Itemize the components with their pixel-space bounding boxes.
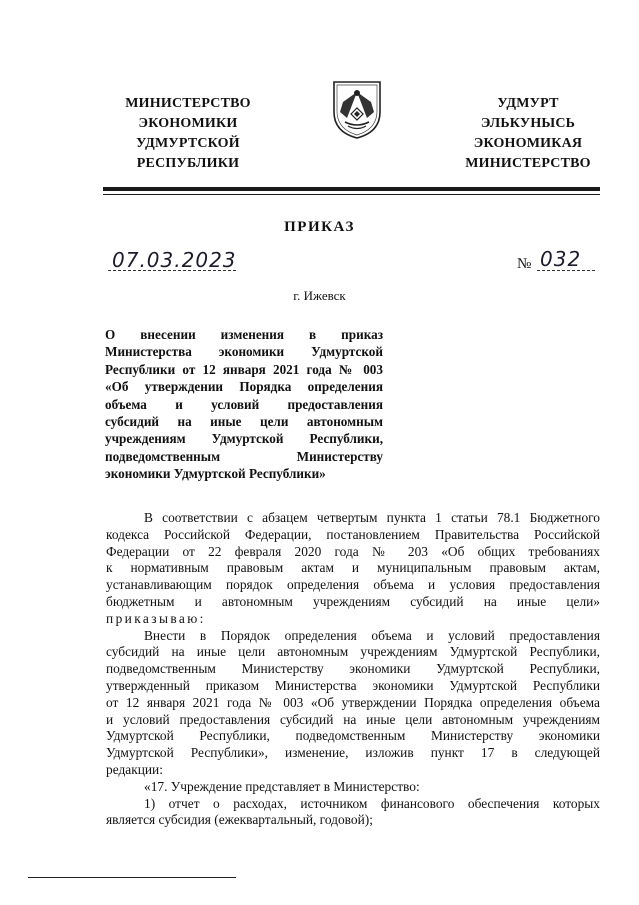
document-type-title: ПРИКАЗ: [284, 219, 355, 235]
ministry-name-line: МИНИСТЕРСТВО: [125, 96, 251, 111]
body-line: кодекса Российской Федерации, постановлением Правительства Российской: [106, 526, 600, 542]
order-directive: приказываю:: [106, 610, 206, 626]
order-subject: [105, 326, 383, 483]
subject-line: подведомственным Министерству: [105, 448, 383, 464]
ministry-name-line: ЭКОНОМИКИ: [138, 116, 238, 131]
body-line: Внести в Порядок определения объема и условий предоставления: [144, 627, 600, 643]
order-body: [106, 510, 600, 829]
body-line: 1) отчет о расходах, источником финансового обеспечения которых: [144, 795, 600, 811]
body-line: и условий предоставления субсидий на иные цели автономным учреждениям: [106, 711, 600, 727]
ministry-name-line: УДМУРТСКОЙ: [136, 136, 240, 151]
udmurt-coat-of-arms-icon: [330, 78, 384, 140]
subject-line: экономики Удмуртской Республики»: [105, 466, 326, 482]
body-line: Удмуртской Республики, подведомственным Министерству экономики: [106, 728, 600, 744]
subject-line: «Об утверждении Порядка определения: [105, 379, 383, 395]
ministry-name-line: ЭКОНОМИКАЯ: [473, 136, 583, 151]
ministry-name-line: ЭЛЬКУНЫСЬ: [480, 116, 576, 131]
body-line: утвержденный приказом Министерства экономики Удмуртской Республики: [106, 677, 600, 693]
date-underline: [108, 270, 236, 271]
ministry-name-line: УДМУРТ: [497, 96, 559, 111]
subject-line: объема и условий предоставления: [105, 396, 383, 412]
body-line: «17. Учреждение представляет в Министерство:: [144, 778, 420, 794]
body-line: от 12 января 2021 года № 003 «Об утверждении Порядка определения объема: [106, 694, 600, 710]
handwritten-date: 07.03.2023: [112, 248, 237, 272]
handwritten-order-number: 032: [540, 247, 582, 271]
body-line: устанавливающим порядок определения объема и условия предоставления: [106, 577, 600, 593]
body-line: к нормативным правовым актам и муниципальным правовым актам,: [106, 560, 600, 576]
subject-line: О внесении изменения в приказ: [105, 327, 383, 342]
body-line: субсидий на иные цели автономным учреждениям Удмуртской Республики,: [106, 644, 600, 660]
header-divider-thick: [103, 187, 600, 191]
body-line: подведомственным Министерству экономики Удмуртской Республики,: [106, 661, 600, 677]
ministry-name-line: МИНИСТЕРСТВО: [465, 156, 591, 171]
body-line: редакции:: [106, 761, 163, 777]
header-divider-thin: [103, 194, 600, 195]
number-sign: №: [517, 256, 532, 272]
number-underline: [537, 270, 595, 271]
issue-city: г. Ижевск: [293, 288, 346, 303]
body-line: является субсидия (ежеквартальный, годовой);: [106, 812, 373, 828]
subject-line: учреждениям Удмуртской Республики,: [105, 431, 383, 447]
subject-line: Республики от 12 января 2021 года № 003: [105, 361, 383, 377]
subject-line: Министерства экономики Удмуртской: [105, 344, 383, 360]
ministry-name-line: РЕСПУБЛИКИ: [136, 156, 240, 171]
footer-rule: [28, 877, 236, 878]
ministry-name-russian: [98, 94, 278, 174]
subject-line: субсидий на иные цели автономным: [105, 414, 383, 430]
ministry-name-udmurt: [438, 94, 618, 174]
body-line: бюджетным и автономным учреждениям субсидий на иные цели»: [106, 593, 600, 609]
body-line: Федерации от 22 февраля 2020 года № 203 «Об общих требованиях: [106, 543, 600, 559]
body-line: В соответствии с абзацем четвертым пункта 1 статьи 78.1 Бюджетного: [144, 510, 600, 525]
body-line: Удмуртской Республики», изменение, изложив пункт 17 в следующей: [106, 745, 600, 761]
